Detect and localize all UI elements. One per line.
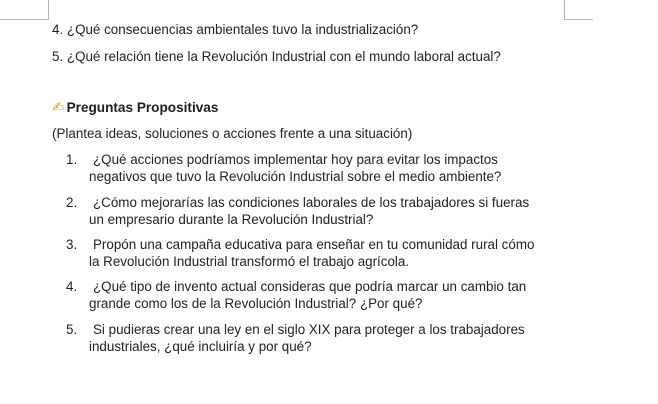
list-item [66, 278, 586, 312]
list-item-text-line1: ¿Cómo mejorarías las condiciones laborales de los trabajadores si fueras [93, 195, 530, 210]
list-item-text-line2: un empresario durante la Revolución Industrial? [89, 212, 374, 227]
list-item-text-line2: negativos que tuvo la Revolución Industrial sobre el medio ambiente? [89, 169, 502, 184]
list-item-text-line2: la Revolución Industrial transformó el trabajo agrícola. [89, 254, 410, 269]
list-item [66, 236, 586, 270]
page-corner-mark-left [0, 0, 49, 20]
list-item-text-line1: Si pudieras crear una ley en el siglo XIX para proteger a los trabajadores [93, 322, 525, 337]
list-item-text-line1: ¿Qué acciones podríamos implementar hoy para evitar los impactos [93, 152, 498, 167]
list-item-text-line2: grande como los de la Revolución Industrial? ¿Por qué? [89, 296, 423, 311]
list-item-text-line1: ¿Qué tipo de invento actual consideras que podría marcar un cambio tan [93, 279, 527, 294]
list-item [66, 151, 586, 185]
list-item-text-line2: industriales, ¿qué incluiría y por qué? [89, 339, 312, 354]
question-4-text: 4. ¿Qué consecuencias ambientales tuvo la industrialización? [52, 22, 419, 37]
section-instruction: (Plantea ideas, soluciones o acciones frente a una situación) [52, 126, 413, 141]
list-item-number: 2. [66, 195, 78, 210]
page-corner-mark-right [564, 0, 593, 20]
writing-hand-icon: ✍ [52, 99, 65, 116]
section-title: Preguntas Propositivas [66, 100, 219, 115]
question-5-text: 5. ¿Qué relación tiene la Revolución Industrial con el mundo laboral actual? [52, 49, 501, 64]
list-item [66, 321, 586, 355]
list-item-number: 1. [66, 152, 78, 167]
list-item [66, 194, 586, 228]
section-heading [52, 98, 218, 116]
list-item-text-line1: Propón una campaña educativa para enseñar en tu comunidad rural cómo [93, 237, 535, 252]
list-item-number: 3. [66, 237, 78, 252]
list-item-number: 4. [66, 279, 78, 294]
list-item-number: 5. [66, 322, 78, 337]
